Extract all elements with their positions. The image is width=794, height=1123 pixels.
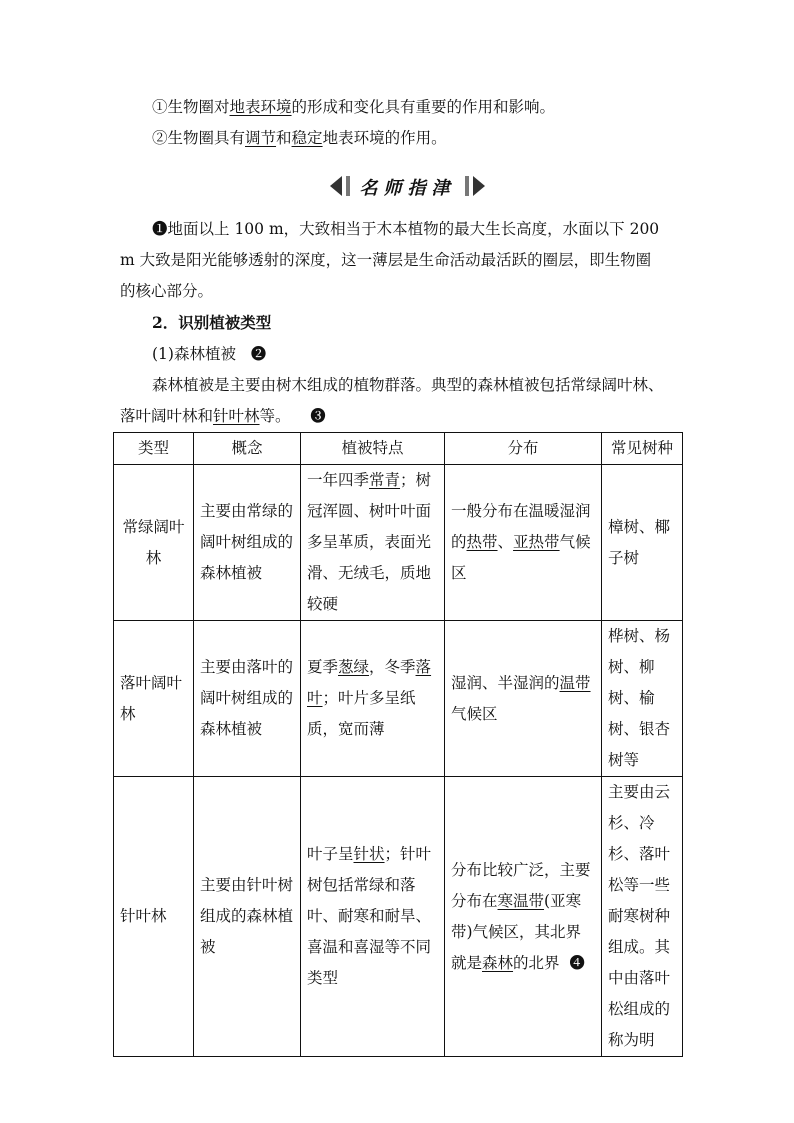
cell-text: ；针叶树包括常绿和落叶、耐寒和耐旱、喜温和喜湿等不同类型: [307, 845, 432, 987]
header-concept: 概念: [194, 433, 301, 465]
heading-text: 2．识别植被类型: [152, 313, 272, 332]
cell-type: 常绿阔叶林: [114, 465, 194, 621]
table-row: [114, 777, 683, 1057]
section-heading: [152, 313, 271, 333]
text-segment: 的形成和变化具有重要的作用和影响。: [291, 98, 556, 116]
cell-text: 分布比较广泛，主要分布在: [451, 860, 591, 910]
underlined-term: 热带: [466, 533, 498, 551]
cell-text: ；叶片多呈纸质，宽而薄: [307, 689, 416, 738]
underlined-term: 葱绿: [338, 658, 370, 676]
underlined-term: 针叶林: [213, 407, 260, 425]
underlined-term: 亚热带: [513, 533, 560, 551]
cell-text: 湿润、半湿润的: [451, 673, 560, 692]
cell-species: 樟树、椰子树: [602, 465, 683, 621]
intro-line-2: [120, 406, 326, 426]
header-species: 常见树种: [602, 433, 683, 465]
intro-text: 等。: [259, 407, 291, 425]
cell-text: 气候区: [451, 704, 498, 723]
cell-features: [301, 777, 445, 1057]
underlined-term: 常青: [369, 471, 401, 489]
cell-text: 一般分布在温暖湿润的: [451, 502, 591, 551]
cell-species: 桦树、杨树、柳树、榆树、银杏树等: [602, 621, 683, 777]
intro-text: 落叶阔叶林和: [120, 407, 214, 425]
header-type: 类型: [114, 433, 194, 465]
underlined-term: 针状: [353, 845, 385, 863]
note-marker: ❷: [250, 345, 267, 363]
cell-concept: 主要由落叶的阔叶树组成的森林植被: [194, 621, 301, 777]
intro-text: 森林植被是主要由树木组成的植物群落。典型的森林植被包括常绿阔叶林、: [152, 376, 664, 394]
cell-features: [301, 621, 445, 777]
intro-line-1: [152, 375, 664, 395]
subsection-text: (1)森林植被: [152, 345, 236, 363]
forest-vegetation-table: [113, 432, 683, 1057]
subsection-label: [152, 344, 266, 364]
note-line-3: [120, 281, 213, 301]
underlined-term: 稳定: [291, 129, 323, 147]
cell-text: 夏季: [307, 658, 339, 676]
table-header-row: [114, 433, 683, 465]
underlined-term: 温带: [559, 673, 591, 692]
note-line-1: [152, 219, 659, 239]
text-segment: 和: [276, 129, 292, 147]
cell-features: [301, 465, 445, 621]
header-features: 植被特点: [301, 433, 445, 465]
note-line-2: [120, 250, 651, 270]
section-banner: [330, 174, 485, 198]
underlined-term: 地表环境: [229, 98, 292, 116]
note-text: 地面以上 100 m，大致相当于木本植物的最大生长高度，水面以下 200: [167, 220, 660, 238]
cell-text: 气候区: [451, 533, 591, 582]
cell-type: 落叶阔叶林: [114, 621, 194, 777]
cell-distribution: [445, 621, 602, 777]
banner-title: 名师指津: [359, 178, 456, 199]
underlined-term: 森林: [482, 953, 514, 972]
underlined-term: 落叶: [307, 658, 432, 707]
note-marker: ❸: [310, 407, 326, 425]
right-arrow-icon: [473, 176, 485, 196]
note-marker: ❶: [152, 220, 168, 238]
text-segment: ①生物圈对: [152, 98, 230, 116]
cell-type: 针叶林: [114, 777, 194, 1057]
text-segment: 地表环境的作用。: [322, 129, 447, 147]
underlined-term: 寒温带: [497, 891, 545, 910]
cell-text: 、: [497, 533, 514, 551]
table-row: [114, 621, 683, 777]
cell-text: ；树冠浑圆、树叶叶面多呈革质，表面光滑、无绒毛，质地较硬: [307, 471, 432, 613]
text-line-2: [152, 128, 447, 148]
cell-text: ，冬季: [369, 658, 416, 676]
cell-text: 叶子呈: [307, 845, 354, 863]
note-text: m 大致是阳光能够透射的深度，这一薄层是生命活动最活跃的圈层，即生物圈: [120, 251, 652, 269]
left-bar-decoration: [346, 176, 350, 196]
cell-distribution: [445, 777, 602, 1057]
text-line-1: [152, 97, 555, 117]
note-text: 的核心部分。: [120, 282, 214, 300]
left-arrow-icon: [330, 176, 342, 196]
text-segment: ②生物圈具有: [152, 129, 246, 147]
note-marker: ❹: [569, 953, 585, 972]
cell-text: 的北界: [513, 953, 560, 972]
cell-concept: 主要由针叶树组成的森林植被: [194, 777, 301, 1057]
cell-distribution: [445, 465, 602, 621]
cell-concept: 主要由常绿的阔叶树组成的森林植被: [194, 465, 301, 621]
cell-species: 主要由云杉、冷杉、落叶松等一些耐寒树种组成。其中由落叶松组成的称为明: [602, 777, 683, 1057]
cell-text: 一年四季: [307, 471, 370, 489]
table-row: [114, 465, 683, 621]
right-bar-decoration: [465, 176, 469, 196]
cell-text: (亚寒带)气候区，其北界就是: [451, 891, 582, 972]
underlined-term: 调节: [245, 129, 277, 147]
header-distribution: 分布: [445, 433, 602, 465]
